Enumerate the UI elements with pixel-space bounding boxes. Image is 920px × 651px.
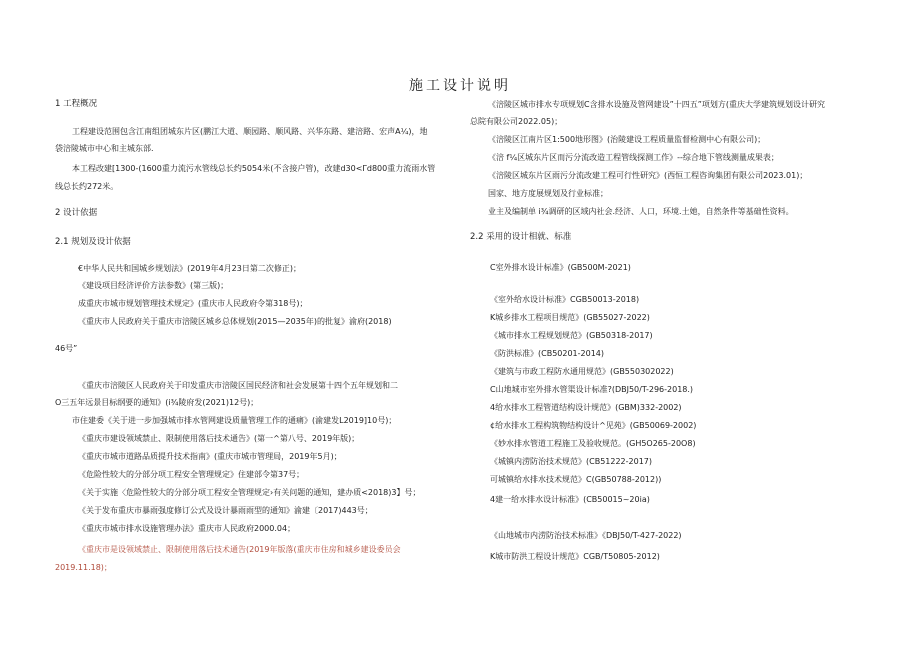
reference-item: 《危险性较大的分部分项工程安全管理规定》住建部令第37号； <box>78 470 305 479</box>
standard-item: 《建筑与市政工程防水通用规范》(GB550302022) <box>490 367 674 376</box>
reference-item: 市住建委《关于进一步加强城市排水管网建设质量管理工作的通痛》(渝建发L2019]10号)； <box>72 416 397 425</box>
section-2-2-heading: 2.2 采用的设计相就、标准 <box>470 232 572 242</box>
standard-item: 《城镇内涝防治技术规范》(CB51222-2017) <box>490 457 653 466</box>
reference-item: 成重庆市城市规划管理技术规定》(重庆市人民政府令第318号)； <box>78 299 308 308</box>
section-2-heading: 2 设计依据 <box>55 208 98 218</box>
reference-item: 《重庆市城市排水设施管理办法》重庆市人民政府2000.04； <box>78 524 296 533</box>
section-1-heading: 1 工程概况 <box>55 99 98 109</box>
standard-item: 4建一给水排水设计标准》(CB50015~20ia) <box>490 495 650 504</box>
page-title: 施工设计说明 <box>409 78 511 94</box>
reference-item: 《涪 f¼区城东片区而污分流改造工程管线探测工作》--综合地下管线测量成果表； <box>488 153 779 162</box>
standard-item: C山地城市室外排水管渠设计标准?(DBJ50/T-296-2018.) <box>490 385 694 394</box>
reference-item: 《建设项目经济评价方法参数》(第三版)； <box>78 281 229 290</box>
standard-item: ¢给水排水工程构筑物结构设计^见苑》(GB50069-2002) <box>490 421 697 430</box>
reference-item: 《涪陵区城市排水专项规划C含排水设施及管网建设”十四五”项划方(重庆大学建筑规划设计研究 <box>488 100 825 109</box>
standard-item: 《防洪标准》(CB50201-2014) <box>490 349 605 358</box>
reference-item-highlight: 《重庆市是设领域禁止、限制使用落后技术通告(2019年版落(重庆市住房和城乡建设委员会 <box>78 545 401 554</box>
standard-item: 4给水排水工程管道结构设计规范》(GBM)332-2002) <box>490 403 682 412</box>
standard-item: K城乡排水工程项目规范》(GB55027-2022) <box>490 313 650 322</box>
reference-item: 《重庆市城市道路品质提升技术指南》(重庆市城市管理局，2019年5月)； <box>78 452 342 461</box>
paragraph-line: 本工程改建[1300-(1600重力流污水管线总长约5054米(不含接户管)，改建d30<Γd800重力流雨水管 <box>72 164 436 173</box>
paragraph-line: 线总长约272米。 <box>55 182 119 191</box>
reference-item: 《关于发布重庆市暴雨强度修订公式及设计暴雨雨型的通知》渝建〔2017)443号； <box>78 506 373 515</box>
standard-item: 《妙水排水管道工程施工及验收规范。(GH5O265-20O8) <box>490 439 696 448</box>
standard-item: C室外排水设计标准》(GB500M-2021) <box>490 263 631 272</box>
reference-item: 总院有限公司2022.05)； <box>470 117 563 126</box>
reference-item: 《涪陵区江南片区1:500地形图》(治陵建设工程质量监督检测中心有限公司)； <box>488 135 766 144</box>
reference-item: 《重庆市涪陵区人民政府关于印发重庆市涪陵区国民经济和社会发展第十四个五年规划和二 <box>78 381 398 390</box>
section-2-1-heading: 2.1 规划及设计依据 <box>55 237 131 247</box>
reference-item: 《重庆市建设领域禁止、限制使用落后技术通告》(第一^第八号、2019年版)； <box>78 434 360 443</box>
reference-item: 《涪陵区城东片区雨污分流改建工程可行性研究》(西恒工程咨询集团有限公司2023.01)； <box>488 171 808 180</box>
standard-item: 可城镇给水排水技术规范》C(GB50788-2012)) <box>490 475 662 484</box>
standard-item: 《山地城市内涝防治技术标准》《DBJ50/T-427-2022) <box>490 531 682 540</box>
reference-item: €中华人民共和国城乡规划法》(2019年4月23日第二次修正)； <box>78 264 301 273</box>
reference-item: 《重庆市人民政府关于重庆市涪陵区城乡总体规划(2015—2035年)的批复》渝府(2018) <box>78 317 392 326</box>
paragraph-line: 工程建设范围包含江南组团城东片区(鹏江大道、顺园路、顺风路、兴华东路、建涪路、宏声A¼)，地 <box>72 127 428 136</box>
standard-item: K城市防洪工程设计规范》CGB/T50805-2012) <box>490 552 660 561</box>
standard-item: 《城市排水工程规划规范》(GB50318-2017) <box>490 331 653 340</box>
paragraph-line: 袋涪陵城市中心和主城东部. <box>55 144 154 153</box>
standard-item: 《室外给水设计标准》CGB50013-2018) <box>490 295 640 304</box>
reference-item: 业主及编制单 i¾调研的区域内社会.经济、人口，环境.土她，自然条件等基础性资料。 <box>488 207 794 216</box>
reference-item: 46号” <box>55 344 78 353</box>
reference-item: 《关于实施〈危险性较大的分部分项工程安全管理规定›有关问题的通知，建办质<2018)3】号； <box>78 488 421 497</box>
reference-item: 国家、地方度展规划及行业标准； <box>488 189 608 198</box>
reference-item: O三五年远景目标纲要的通知》(i¾陵府发(2021)12号)； <box>55 398 259 407</box>
reference-item-highlight: 2019.11.18)； <box>55 563 112 572</box>
